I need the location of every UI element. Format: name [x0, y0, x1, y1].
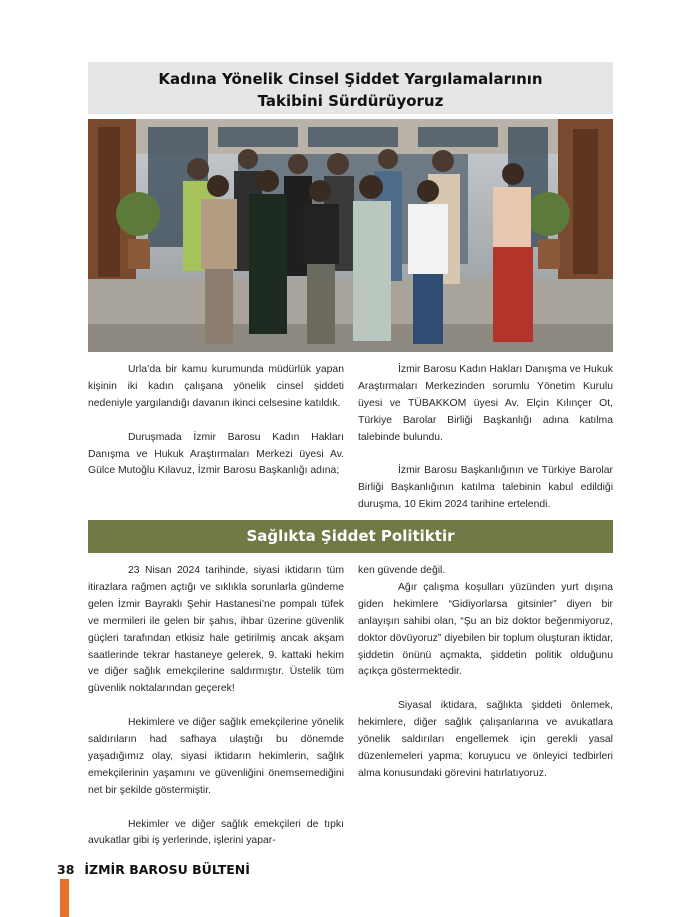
- paragraph: Duruşmada İzmir Barosu Kadın Hakları Danışma ve Hukuk Araştırmaları Merkezi üyesi Av. Gülce Mutoğlu Kılavuz, İzmir Barosu Başkanlığı adına;: [88, 431, 344, 477]
- article-title-banner: [88, 62, 613, 114]
- section-title-banner: [88, 520, 613, 553]
- paragraph: Urla’da bir kamu kurumunda müdürlük yapan kişinin iki kadın çalışana yönelik cinsel şiddeti nedeniyle yargılandığı davanın ikinci celsesine katıldık.: [88, 364, 344, 409]
- paragraph: Hekimlere ve diğer sağlık emekçilerine yönelik saldırıların had safhaya ulaştığı bu dönemde yaşadığımız olay, siyasi iktidarın hekimlerin, sağlık emekçilerinin yaşamını ve güvenliğini önemsemediğini net bir şekilde göstermiştir.: [88, 717, 344, 796]
- group-photo: [88, 119, 613, 352]
- section-title: Sağlıkta Şiddet Politiktir: [246, 527, 455, 545]
- page-footer: [57, 862, 250, 877]
- publication-name: İZMİR BAROSU BÜLTENİ: [84, 862, 250, 877]
- paragraph: İzmir Barosu Kadın Hakları Danışma ve Hukuk Araştırmaları Merkezinden sorumlu Yönetim Kurulu üyesi ve TÜBAKKOM üyesi Av. Elçin Kılınçer Ot, Türkiye Barolar Birliği Başkanlığı adına katılma talebinde bulundu.: [358, 364, 613, 443]
- paragraph: Hekimler ve diğer sağlık emekçileri de tıpkı avukatlar gibi iş yerlerinde, işlerini yapar-: [88, 818, 344, 847]
- paragraph: 23 Nisan 2024 tarihinde, siyasi iktidarın tüm itirazlara rağmen açtığı ve sıklıkla sorunlarla gündeme gelen İzmir Bayraklı Şehir Hastanesi’ne pompalı tüfek ve mermileri ile gelen bir şahıs, ihbar üzerine güvenlik güçleri tarafından etkisiz hale getirilmiş ancak akşam saatlerinde tekrar hastaneye gelerek, 9. kattaki hekim ve diğer sağlık emekçilerine saldırmıştır. Üstelik tüm güvenlik noktalarından geçerek!: [88, 565, 344, 695]
- article1-column-right: [358, 362, 613, 514]
- footer-accent-bar: [60, 879, 69, 917]
- page-number: 38: [57, 862, 75, 877]
- paragraph: Siyasal iktidara, sağlıkta şiddeti önlemek, hekimlere, diğer sağlık çalışanlarına ve avukatlara yönelik saldırıları engellemek için gerekli yasal düzenlemeleri yapma; koruyucu ve önleyici tedbirleri alma konusundaki görevini hatırlatıyoruz.: [358, 700, 613, 779]
- paragraph: Ağır çalışma koşulları yüzünden yurt dışına giden hekimlere “Gidiyorlarsa gitsinler” diyen bir anlayışın sahibi olan, “Şu an biz doktor beğenmiyoruz, doktor dövüyoruz” diyebilen bir toplum oluşturan iktidar, şiddetin önünü açmakta, şiddetin politik olduğunu açıkça göstermektedir.: [358, 581, 613, 678]
- article2-column-left: [88, 563, 344, 850]
- paragraph: ken güvende değil.: [358, 565, 446, 576]
- article2-column-right: [358, 563, 613, 783]
- article-title-line-1: Kadına Yönelik Cinsel Şiddet Yargılamalarının: [158, 70, 543, 88]
- article1-column-left: [88, 362, 344, 480]
- paragraph: İzmir Barosu Başkanlığının ve Türkiye Barolar Birliği Başkanlığının katılma talebinin kabul edildiği duruşma, 10 Ekim 2024 tarihine ertelendi.: [358, 465, 613, 511]
- article-title-line-2: Takibini Sürdürüyoruz: [257, 92, 444, 110]
